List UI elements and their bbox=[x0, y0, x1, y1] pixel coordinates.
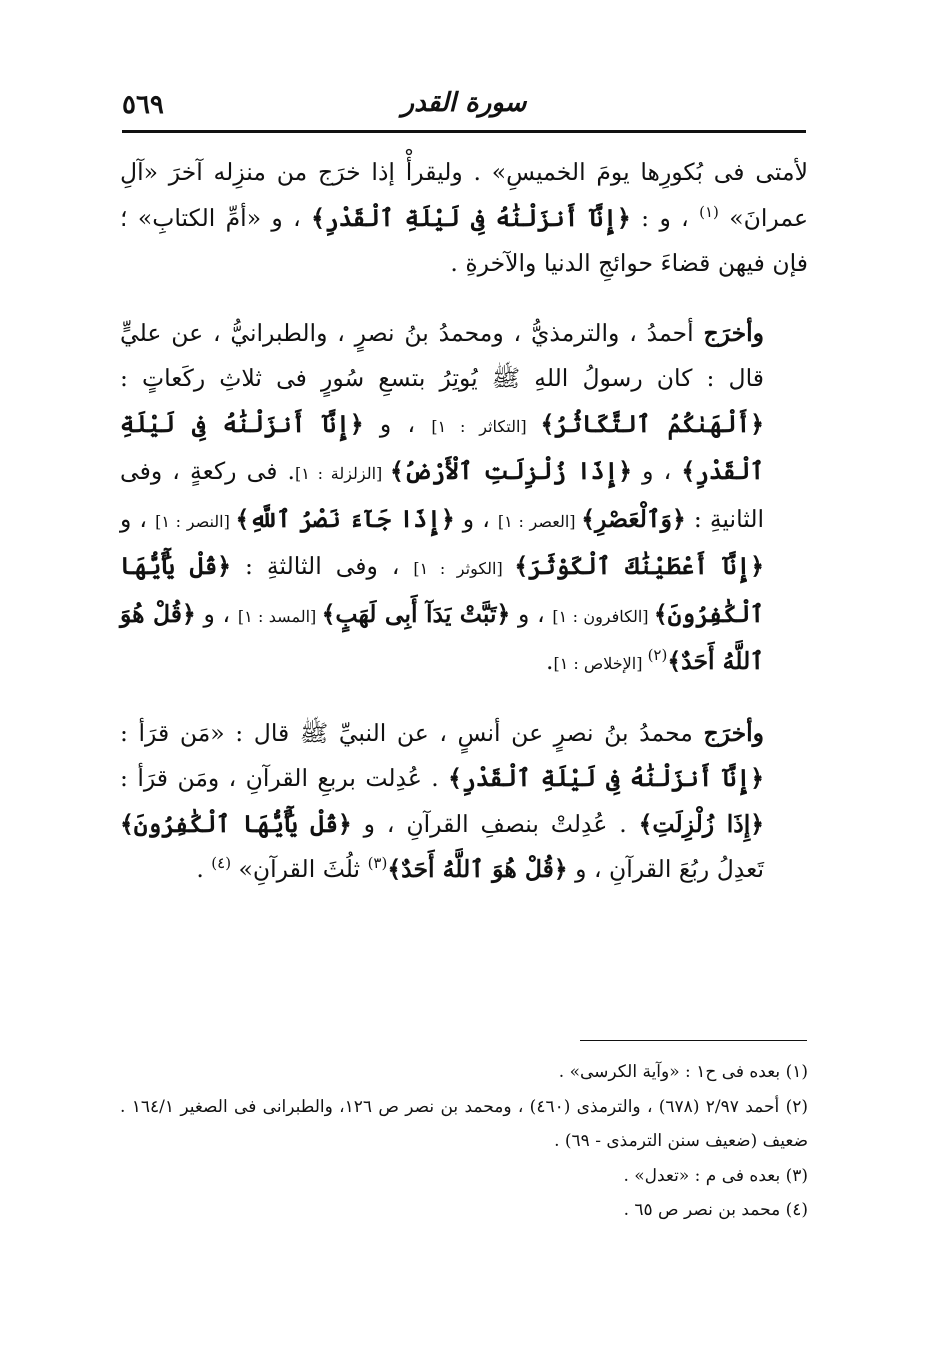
quran-verse: ﴿إِنَّآ أَنزَلْنَٰهُ فِى لَيْلَةِ ٱلْقَدْرِ﴾ bbox=[311, 203, 631, 232]
text-segment: . bbox=[545, 647, 554, 675]
text-segment: أحمدُ ، والترمذيُّ ، ومحمدُ بنُ نصرٍ ، والطبرانيُّ ، عن عليٍّ قال : كان رسولُ اللهِ ﷺ يُوتِرُ بتسعِ سُورٍ فى ثلاثِ ركَعاتٍ : bbox=[120, 318, 764, 392]
quran-verse: ﴿إِنَّآ أَعْطَيْنَٰكَ ٱلْكَوْثَرَ﴾ bbox=[514, 552, 765, 580]
verse-reference: [الكافرون : ١] bbox=[552, 606, 654, 626]
footnotes bbox=[120, 1055, 808, 1228]
header-rule bbox=[122, 130, 806, 133]
page-number: ٥٦٩ bbox=[122, 90, 164, 120]
paragraph-2 bbox=[120, 311, 808, 687]
footnote-marker-3: (٣) bbox=[367, 854, 388, 873]
text-segment: ثلُثَ القرآنِ» bbox=[231, 855, 368, 883]
text-segment: . bbox=[196, 855, 212, 883]
paragraph-1 bbox=[120, 150, 808, 287]
text-segment: محمدُ بنُ نصرٍ عن أنسٍ ، عن النبيِّ ﷺ قال : «مَن قرَأ : bbox=[120, 718, 704, 747]
quran-verse: ﴿قُلْ يَٰٓأَيُّهَا ٱلْكَٰفِرُونَ﴾ bbox=[120, 809, 352, 838]
footnote-3: (٣) بعده فى م : «تعدل» . bbox=[623, 1165, 808, 1186]
text-segment: . عُدِلتْ بنصفِ القرآنِ ، و bbox=[351, 809, 639, 838]
footnote-2: (٢) أحمد ٢/٩٧ (٦٧٨) ، والترمذى (٤٦٠) ، ومحمد بن نصر ص ١٢٦، والطبرانى فى الصغير ١٦٤/١ . ضعيف (ضعيف سنن الترمذى - ٦٩) . bbox=[120, 1096, 808, 1151]
quran-verse: ﴿إِذَا زُلْزِلَتِ ٱلْأَرْضُ﴾ bbox=[390, 457, 633, 485]
text-segment: ، و bbox=[363, 409, 432, 438]
quran-verse: ﴿أَلْهَىٰكُمُ ٱلتَّكَاثُرُ﴾ bbox=[540, 409, 765, 438]
text-segment: تَعدِلُ ربُعَ القرآنِ ، و bbox=[567, 855, 764, 883]
footnote-marker-1: (١) bbox=[699, 202, 719, 221]
paragraph-lead: وأخرَج bbox=[703, 718, 764, 747]
surah-title: سورة القدر bbox=[401, 88, 527, 118]
text-segment: ، و bbox=[454, 504, 498, 533]
footnote-4: (٤) محمد بن نصر ص ٦٥ . bbox=[623, 1200, 808, 1220]
quran-verse: ﴿إِنَّآ أَنزَلْنَٰهُ فِى لَيْلَةِ ٱلْقَدْرِ﴾ bbox=[448, 764, 764, 792]
quran-verse: ﴿وَٱلْعَصْرِ﴾ bbox=[581, 504, 686, 533]
footnote-1: (١) بعده فى ح١ : «وآية الكرسى» . bbox=[558, 1062, 808, 1082]
text-segment: ، و bbox=[120, 504, 156, 533]
footnote-marker-4: (٤) bbox=[211, 854, 232, 873]
quran-verse: ﴿قُلْ هُوَ ٱللَّهُ أَحَدٌ﴾ bbox=[387, 855, 568, 883]
text-segment: ، و bbox=[510, 599, 553, 628]
verse-reference: [العصر : ١] bbox=[497, 511, 582, 531]
verse-reference: [الكوثر : ١] bbox=[413, 559, 515, 578]
text-segment: ، و : bbox=[630, 203, 700, 232]
text-segment: ، و bbox=[195, 599, 238, 628]
verse-reference: [الزلزلة : ١] bbox=[295, 464, 391, 483]
verse-reference: [المسد : ١] bbox=[237, 606, 322, 626]
quran-verse: ﴿إِنَّآ أَنزَلْنَٰهُ فِى لَيْلَةِ ٱلْقَدْرِ﴾ bbox=[120, 409, 764, 485]
verse-reference: [التكاثر : ١] bbox=[431, 416, 541, 436]
footnote-rule bbox=[580, 1040, 807, 1041]
text-segment: ، و bbox=[632, 457, 682, 485]
verse-reference: [النصر : ١] bbox=[155, 511, 236, 531]
quran-verse: ﴿تَبَّتْ يَدَآ أَبِى لَهَبٍ﴾ bbox=[321, 599, 511, 628]
verse-reference: [الإخلاص : ١] bbox=[553, 654, 648, 673]
footnote-marker-2: (٢) bbox=[647, 646, 668, 665]
main-text bbox=[120, 150, 808, 893]
text-segment: . عُدِلت بربعِ القرآنِ ، ومَن قرَأ : bbox=[120, 764, 449, 792]
quran-verse: ﴿قُلْ يَٰٓأَيُّهَا ٱلْكَٰفِرُونَ﴾ bbox=[120, 552, 765, 628]
quran-verse: ﴿قُلْ هُوَ ٱللَّهُ أَحَدٌ﴾ bbox=[120, 599, 764, 675]
paragraph-lead: وأخرَج bbox=[703, 318, 764, 347]
quran-verse: ﴿إِذَا زُلْزِلَتِ﴾ bbox=[638, 809, 764, 838]
quran-verse: ﴿إِذَا جَآءَ نَصْرُ ٱللَّهِ﴾ bbox=[235, 504, 455, 533]
paragraph-3 bbox=[120, 711, 808, 893]
text-segment: لأمتى فى بُكورِها يومَ الخميسِ» . وليقرأْ إذا خرَج من منزِله آخرَ «آلِ عمرانَ» bbox=[120, 158, 808, 232]
page-header bbox=[122, 84, 806, 128]
text-segment: . فى ركعةٍ ، وفى الثانيةِ : bbox=[120, 457, 765, 533]
text-segment: ، وفى الثالثةِ : bbox=[231, 552, 414, 580]
text-segment: ، و «أمِّ الكتابِ» ؛ فإن فيهن قضاءَ حوائجِ الدنيا والآخرةِ . bbox=[120, 203, 808, 277]
